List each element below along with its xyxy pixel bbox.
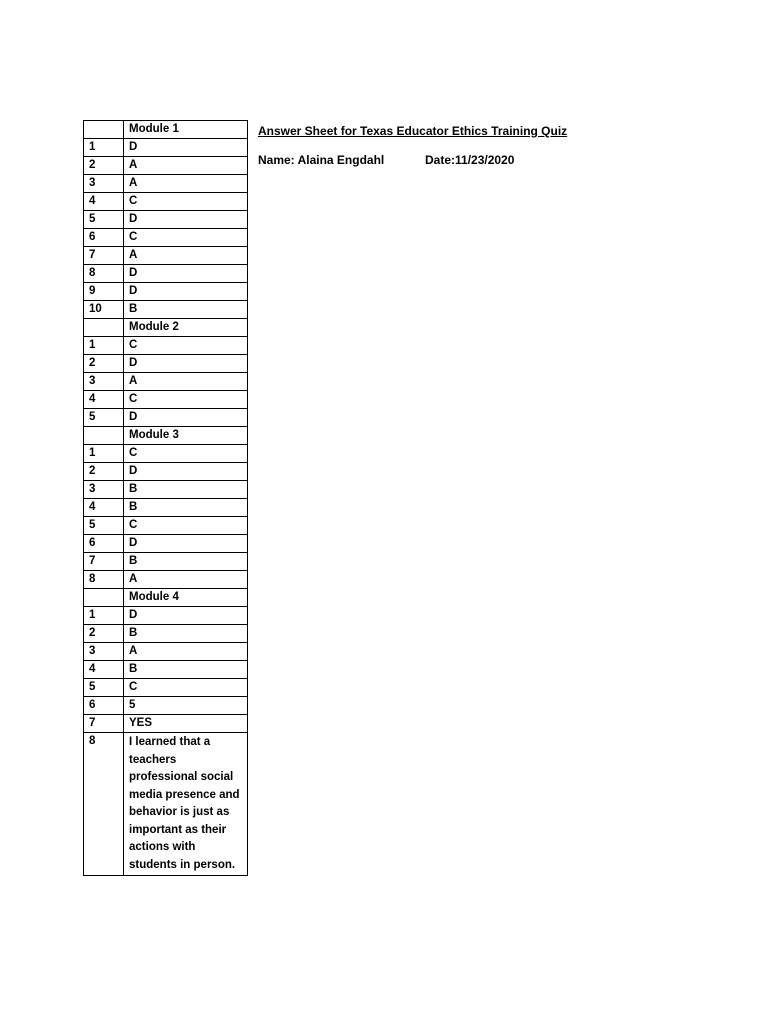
- answer-row: [84, 697, 248, 715]
- answer-row: [84, 463, 248, 481]
- student-name: Name: Alaina Engdahl: [258, 153, 385, 167]
- answer-row: [84, 679, 248, 697]
- question-number: 6: [84, 229, 124, 247]
- module-label: Module 1: [124, 121, 248, 139]
- answer-value: A: [124, 247, 248, 265]
- answer-value: A: [124, 373, 248, 391]
- answer-row: [84, 553, 248, 571]
- question-number: 1: [84, 445, 124, 463]
- quiz-date: Date:11/23/2020: [425, 153, 515, 167]
- answer-value: B: [124, 625, 248, 643]
- answer-value: D: [124, 283, 248, 301]
- answer-row: [84, 643, 248, 661]
- question-number: 5: [84, 679, 124, 697]
- answer-row: [84, 211, 248, 229]
- answer-value: C: [124, 229, 248, 247]
- answer-row: [84, 355, 248, 373]
- answer-row: [84, 409, 248, 427]
- question-number: 2: [84, 355, 124, 373]
- question-number: 3: [84, 481, 124, 499]
- answer-value: D: [124, 535, 248, 553]
- answer-value: B: [124, 499, 248, 517]
- answer-row: [84, 193, 248, 211]
- answer-row: [84, 301, 248, 319]
- question-number: [84, 427, 124, 445]
- question-number: 6: [84, 697, 124, 715]
- answer-row: [84, 733, 248, 876]
- question-number: 4: [84, 661, 124, 679]
- question-number: 5: [84, 517, 124, 535]
- question-number: 3: [84, 373, 124, 391]
- answer-row: [84, 517, 248, 535]
- answer-value: B: [124, 481, 248, 499]
- question-number: [84, 589, 124, 607]
- question-number: [84, 121, 124, 139]
- question-number: 2: [84, 157, 124, 175]
- answer-row: [84, 175, 248, 193]
- answer-value: D: [124, 265, 248, 283]
- question-number: 9: [84, 283, 124, 301]
- answer-table-body: [84, 121, 248, 876]
- answer-row: [84, 499, 248, 517]
- question-number: 5: [84, 211, 124, 229]
- answer-row: [84, 661, 248, 679]
- question-number: 8: [84, 571, 124, 589]
- answer-value: A: [124, 571, 248, 589]
- answer-value: B: [124, 661, 248, 679]
- answer-value: C: [124, 391, 248, 409]
- answer-value: A: [124, 157, 248, 175]
- question-number: 4: [84, 193, 124, 211]
- answer-row: [84, 247, 248, 265]
- answer-table: [83, 120, 248, 876]
- module-label: Module 2: [124, 319, 248, 337]
- answer-value: D: [124, 139, 248, 157]
- question-number: 6: [84, 535, 124, 553]
- answer-value: D: [124, 211, 248, 229]
- module-header-row: [84, 589, 248, 607]
- answer-value: D: [124, 463, 248, 481]
- answer-value: C: [124, 517, 248, 535]
- answer-value: C: [124, 445, 248, 463]
- answer-value: D: [124, 409, 248, 427]
- answer-row: [84, 715, 248, 733]
- question-number: 5: [84, 409, 124, 427]
- module-label: Module 3: [124, 427, 248, 445]
- question-number: 2: [84, 625, 124, 643]
- question-number: 1: [84, 139, 124, 157]
- question-number: 1: [84, 607, 124, 625]
- answer-row: [84, 571, 248, 589]
- answer-row: [84, 535, 248, 553]
- question-number: 10: [84, 301, 124, 319]
- question-number: 1: [84, 337, 124, 355]
- answer-row: [84, 607, 248, 625]
- question-number: 8: [84, 733, 124, 876]
- written-response: I learned that a teachers professional social media presence and behavior is just as important as their actions with students in person.: [124, 733, 248, 876]
- module-header-row: [84, 427, 248, 445]
- question-number: 3: [84, 175, 124, 193]
- answer-value: D: [124, 355, 248, 373]
- answer-row: [84, 283, 248, 301]
- question-number: 7: [84, 715, 124, 733]
- answer-row: [84, 625, 248, 643]
- answer-row: [84, 157, 248, 175]
- answer-value: 5: [124, 697, 248, 715]
- answer-value: B: [124, 301, 248, 319]
- question-number: 4: [84, 499, 124, 517]
- question-number: 7: [84, 247, 124, 265]
- answer-row: [84, 229, 248, 247]
- answer-value: C: [124, 193, 248, 211]
- question-number: 3: [84, 643, 124, 661]
- answer-value: A: [124, 643, 248, 661]
- module-label: Module 4: [124, 589, 248, 607]
- answer-value: B: [124, 553, 248, 571]
- answer-value: A: [124, 175, 248, 193]
- answer-row: [84, 265, 248, 283]
- answer-row: [84, 391, 248, 409]
- answer-row: [84, 481, 248, 499]
- answer-row: [84, 139, 248, 157]
- answer-row: [84, 373, 248, 391]
- answer-value: C: [124, 679, 248, 697]
- answer-value: C: [124, 337, 248, 355]
- document-title: Answer Sheet for Texas Educator Ethics Training Quiz: [258, 124, 568, 138]
- answer-row: [84, 445, 248, 463]
- question-number: [84, 319, 124, 337]
- module-header-row: [84, 121, 248, 139]
- question-number: 4: [84, 391, 124, 409]
- answer-row: [84, 337, 248, 355]
- question-number: 7: [84, 553, 124, 571]
- question-number: 2: [84, 463, 124, 481]
- module-header-row: [84, 319, 248, 337]
- answer-value: YES: [124, 715, 248, 733]
- answer-value: D: [124, 607, 248, 625]
- question-number: 8: [84, 265, 124, 283]
